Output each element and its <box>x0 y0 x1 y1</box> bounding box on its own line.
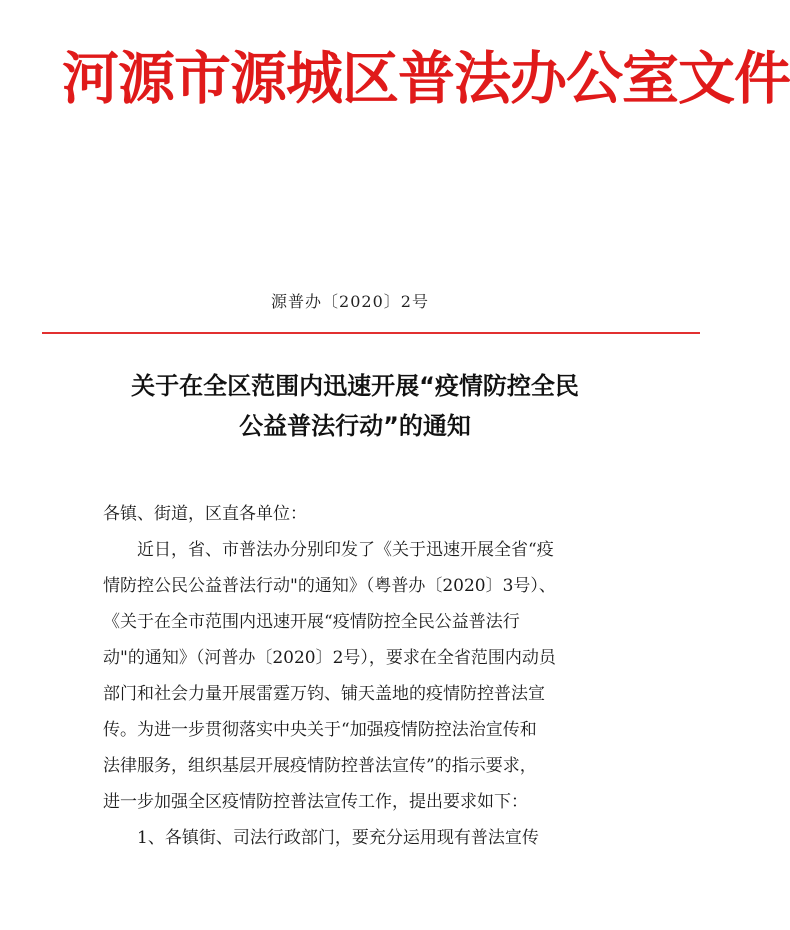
document-number: 源普办〔2020〕2号 <box>271 292 429 311</box>
body-line: 传。为进一步贯彻落实中央关于“加强疫情防控法治宣传和 <box>103 720 537 740</box>
body-line: 法律服务，组织基层开展疫情防控普法宣传”的指示要求， <box>103 756 537 776</box>
body-line: 部门和社会力量开展雷霆万钧、铺天盖地的疫情防控普法宣 <box>103 684 545 704</box>
body-line: 进一步加强全区疫情防控普法宣传工作，提出要求如下： <box>103 792 528 812</box>
body-line: 动"的通知》（河普办〔2020〕2号），要求在全省范围内动员 <box>103 648 556 668</box>
body-line: 1、各镇街、司法行政部门，要充分运用现有普法宣传 <box>137 828 539 848</box>
issuer-header: 河源市源城区普法办公室文件 <box>62 45 790 112</box>
body-line: 《关于在全市范围内迅速开展“疫情防控全民公益普法行 <box>103 612 520 632</box>
body-line: 情防控公民公益普法行动"的通知》（粤普办〔2020〕3号）、 <box>103 576 556 596</box>
notice-title-line: 关于在全区范围内迅速开展“疫情防控全民 <box>131 372 579 400</box>
notice-body <box>103 496 668 856</box>
red-divider-line <box>42 332 700 334</box>
notice-title-line: 公益普法行动”的通知 <box>239 412 471 440</box>
body-line: 近日，省、市普法办分别印发了《关于迅速开展全省“疫 <box>137 540 554 560</box>
salutation: 各镇、街道，区直各单位： <box>103 504 307 524</box>
notice-title <box>60 366 650 446</box>
